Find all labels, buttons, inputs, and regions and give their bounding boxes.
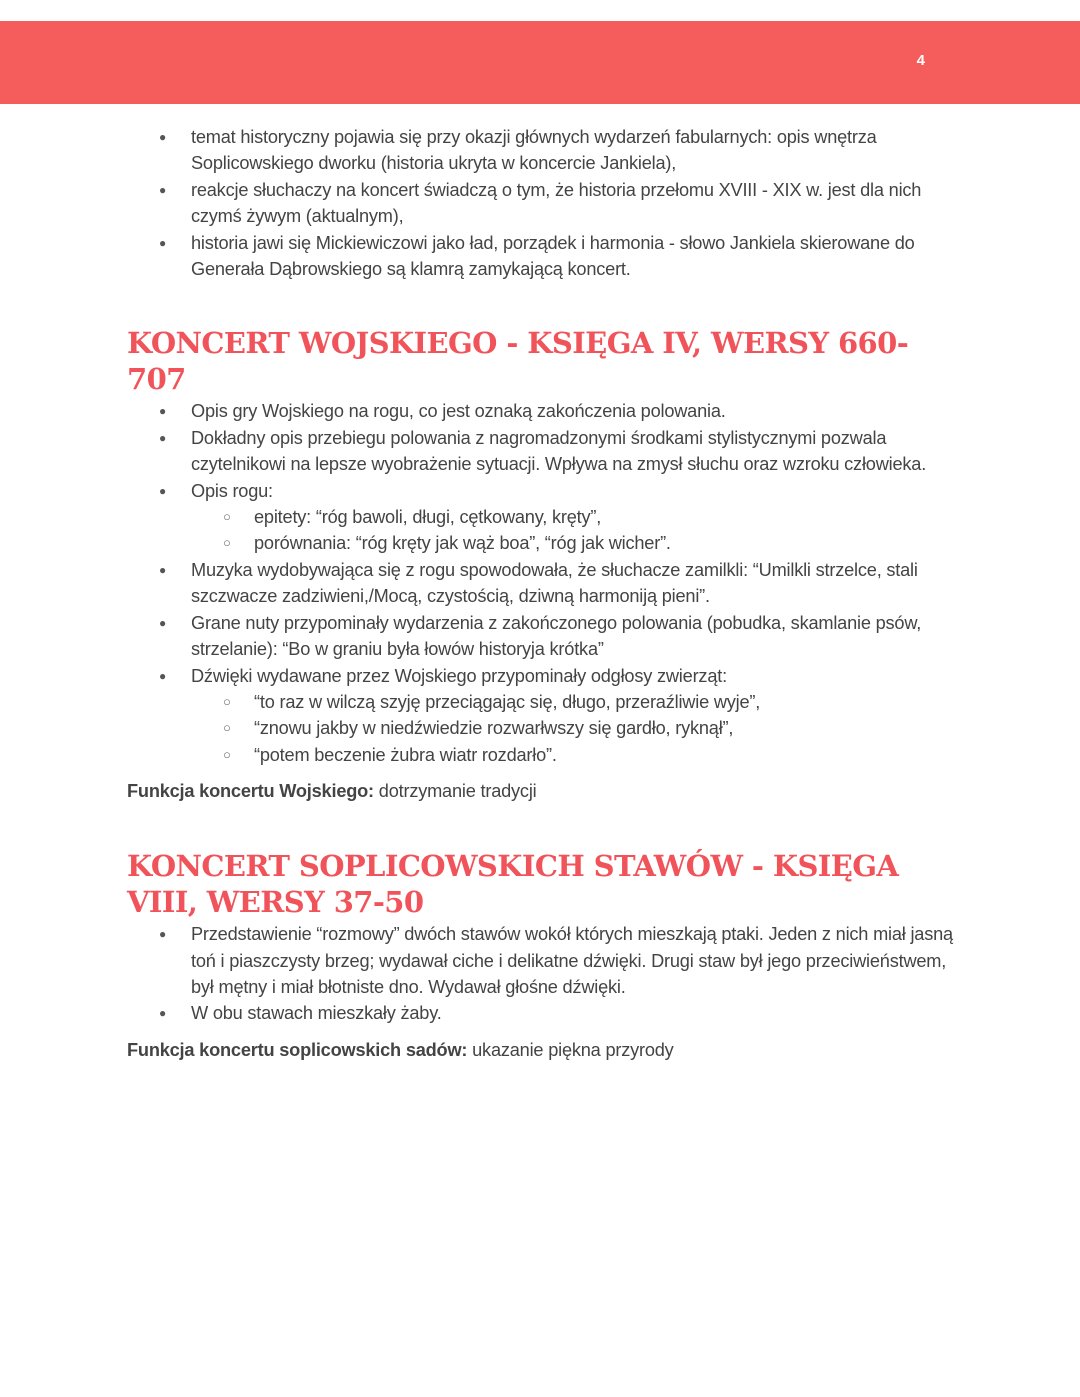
list-item: ● temat historyczny pojawia się przy okazji głównych wydarzeń fabularnych: opis wnętrza Soplicowskiego dworku (historia ukryta w koncercie Jankiela),: [127, 124, 957, 177]
list-item-text: Dźwięki wydawane przez Wojskiego przypominały odgłosy zwierząt:: [191, 665, 727, 686]
function-value: ukazanie piękna przyrody: [467, 1039, 674, 1060]
list-item: ● Grane nuty przypominały wydarzenia z zakończonego polowania (pobudka, skamlanie psów, strzelanie): “Bo w graniu była łowów historyja krótka”: [127, 610, 957, 663]
function-statement: [127, 1037, 957, 1063]
sub-list: [191, 504, 957, 557]
function-value: dotrzymanie tradycji: [373, 781, 537, 802]
list-item: ● reakcje słuchaczy na koncert świadczą o tym, że historia przełomu XVIII - XIX w. jest dla nich czymś żywym (aktualnym),: [127, 177, 957, 230]
sub-list-item: ○ “to raz w wilczą szyję przeciągając się, długo, przeraźliwie wyje”,: [191, 689, 957, 715]
sub-list-item: ○ “znowu jakby w niedźwiedzie rozwarłwszy się gardło, ryknął”,: [191, 715, 957, 741]
page-number: 4: [916, 52, 925, 69]
sub-list-item: ○ epitety: “róg bawoli, długi, cętkowany, kręty”,: [191, 504, 957, 530]
section-heading-koncert-wojskiego: KONCERT WOJSKIEGO - KSIĘGA IV, WERSY 660-707: [127, 326, 909, 397]
list-item: ● Dokładny opis przebiegu polowania z nagromadzonymi środkami stylistycznymi pozwala czytelnikowi na lepsze wyobrażenie sytuacji. Wpływa na zmysł słuchu oraz wzroku człowieka.: [127, 425, 957, 478]
sub-list-item: ○ “potem beczenie żubra wiatr rozdarło”.: [191, 742, 957, 768]
header-band: [0, 21, 1080, 104]
list-item: [127, 478, 957, 557]
list-item: ● historia jawi się Mickiewiczowi jako ład, porządek i harmonia - słowo Jankiela skierowane do Generała Dąbrowskiego są klamrą zamykającą koncert.: [127, 230, 957, 283]
function-statement: [127, 778, 957, 804]
sub-list: [191, 689, 957, 768]
list-item: ● Opis gry Wojskiego na rogu, co jest oznaką zakończenia polowania.: [127, 398, 957, 424]
list-item: [127, 663, 957, 769]
list-item: ● Przedstawienie “rozmowy” dwóch stawów wokół których mieszkają ptaki. Jeden z nich miał jasną toń i piaszczysty brzeg; wydawał ciche i delikatne dźwięki. Drugi staw był jego przeciwieństwem, był mętny i miał błotniste dno. Wydawał głośne dźwięki.: [127, 921, 957, 1000]
section1-bullet-list: [127, 398, 957, 768]
sub-list-item: ○ porównania: “róg kręty jak wąż boa”, “róg jak wicher”.: [191, 530, 957, 556]
function-label: Funkcja koncertu Wojskiego:: [127, 781, 374, 802]
section2-bullet-list: [127, 921, 957, 1027]
list-item-text: Opis rogu:: [191, 480, 273, 501]
list-item: ● W obu stawach mieszkały żaby.: [127, 1000, 957, 1026]
document-body: [127, 124, 957, 1063]
list-item: ● Muzyka wydobywająca się z rogu spowodowała, że słuchacze zamilkli: “Umilkli strzelce, stali szczwacze zadziwieni,/Mocą, czystością, dziwną harmoniją pieni”.: [127, 557, 957, 610]
section-heading-koncert-stawow: KONCERT SOPLICOWSKICH STAWÓW - KSIĘGA VIII, WERSY 37-50: [127, 849, 899, 920]
intro-bullet-list: [127, 124, 957, 282]
function-label: Funkcja koncertu soplicowskich sadów:: [127, 1039, 468, 1060]
